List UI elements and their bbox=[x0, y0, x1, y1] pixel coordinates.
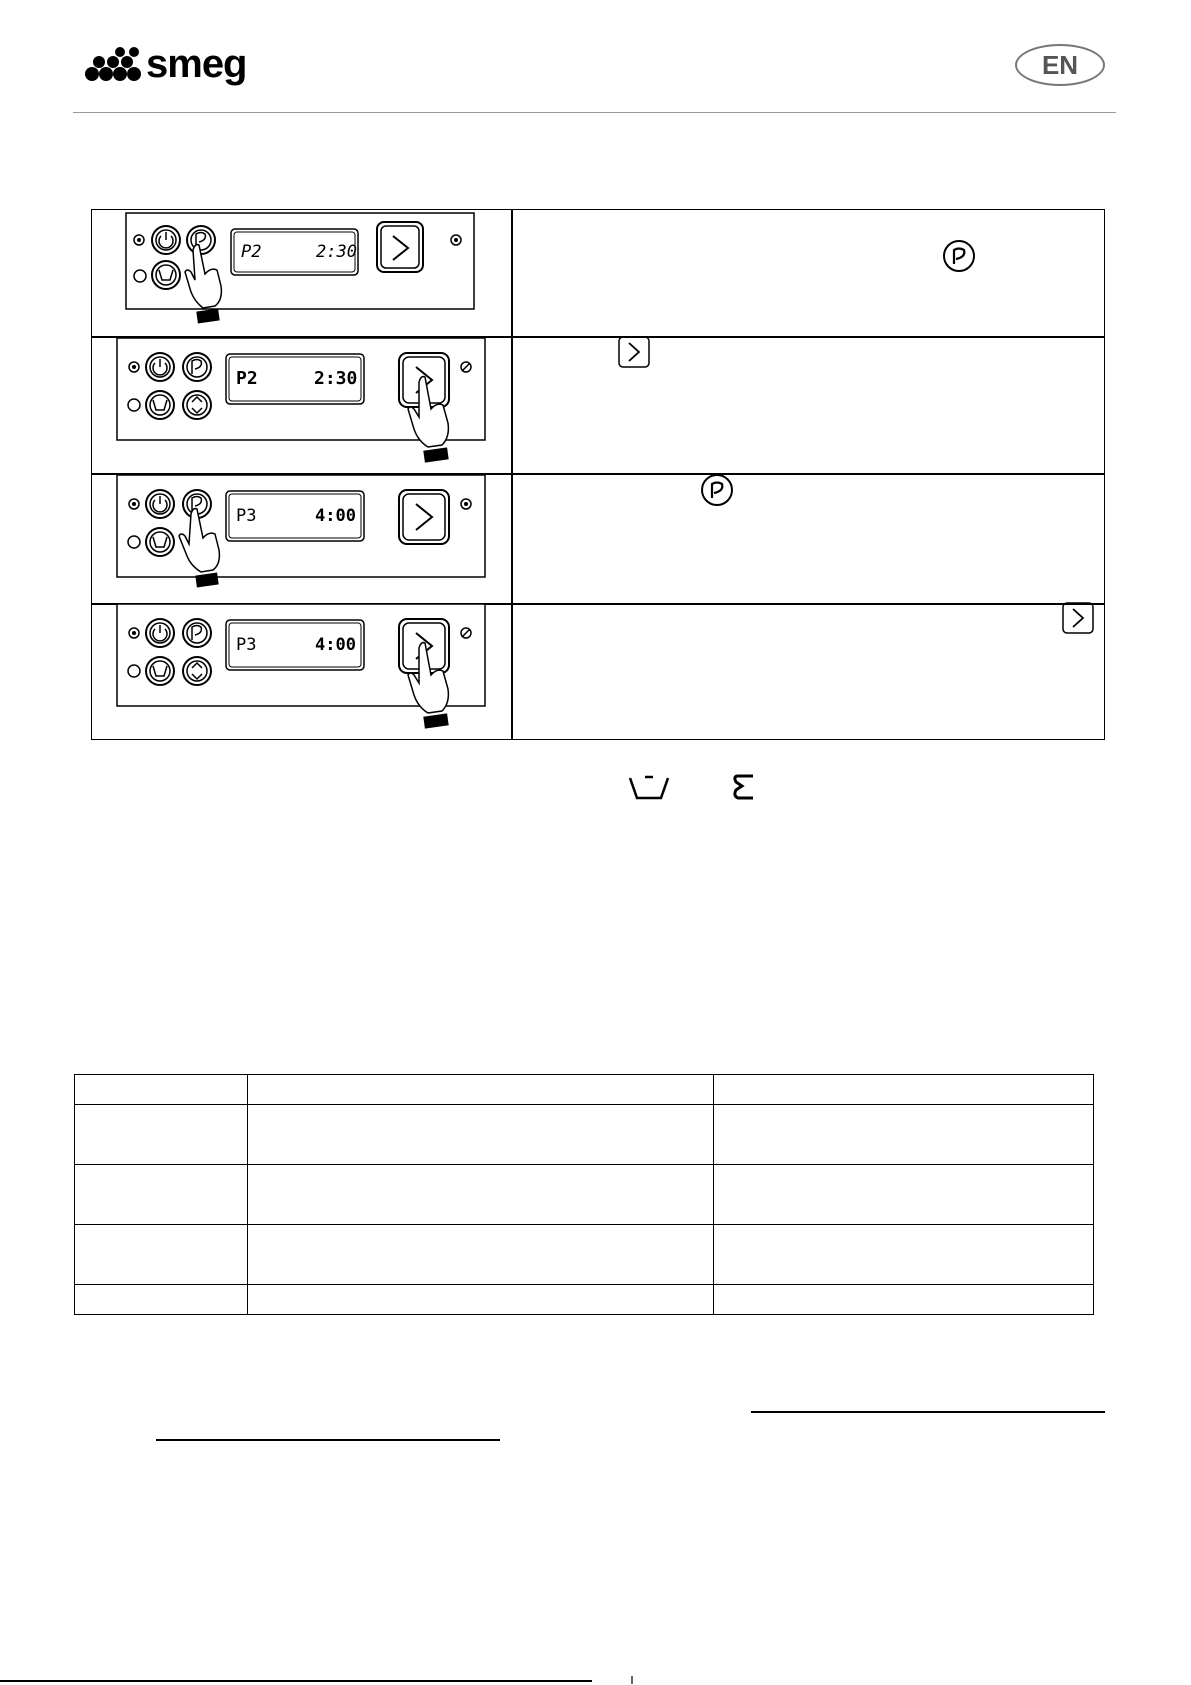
underline-mark bbox=[156, 1439, 500, 1441]
table-cell bbox=[75, 1105, 248, 1165]
display-time: 2:30 bbox=[316, 242, 357, 262]
program-p-icon bbox=[942, 239, 976, 273]
power-icon bbox=[146, 353, 174, 381]
wash-tub-icon bbox=[146, 657, 174, 685]
rinse-e-icon bbox=[730, 772, 758, 802]
display-program: P2 bbox=[236, 368, 258, 389]
display-time: 4:00 bbox=[315, 635, 356, 655]
smeg-logo bbox=[84, 44, 264, 88]
power-icon bbox=[146, 619, 174, 647]
language-badge: EN bbox=[1015, 44, 1105, 86]
up-down-arrows-icon bbox=[183, 657, 211, 685]
logo-dots-icon bbox=[84, 44, 146, 88]
header-divider bbox=[73, 112, 1116, 113]
table-cell bbox=[714, 1165, 1094, 1225]
control-panel-step-2 bbox=[116, 337, 488, 473]
table-row bbox=[75, 1165, 1094, 1225]
chevron-right-icon bbox=[1062, 602, 1094, 634]
program-p-icon bbox=[187, 226, 215, 254]
up-down-arrows-icon bbox=[183, 391, 211, 419]
program-p-icon bbox=[700, 473, 734, 507]
power-icon bbox=[152, 226, 180, 254]
start-chevron-button-icon bbox=[399, 490, 449, 544]
table-row bbox=[75, 1285, 1094, 1315]
table-row bbox=[75, 1105, 1094, 1165]
control-panel-step-4 bbox=[116, 603, 488, 739]
table-cell bbox=[714, 1285, 1094, 1315]
display-time: 2:30 bbox=[314, 368, 358, 389]
wash-tub-icon bbox=[146, 528, 174, 556]
underline-mark bbox=[751, 1411, 1105, 1413]
program-p-icon bbox=[183, 353, 211, 381]
power-icon bbox=[146, 490, 174, 518]
table-cell bbox=[247, 1285, 714, 1315]
steps-column-divider bbox=[511, 210, 513, 739]
footer-mark bbox=[628, 1676, 636, 1684]
table-cell bbox=[75, 1285, 248, 1315]
table-cell bbox=[75, 1165, 248, 1225]
display-program: P3 bbox=[236, 506, 257, 526]
table-row bbox=[75, 1225, 1094, 1285]
results-table bbox=[74, 1074, 1094, 1314]
table-cell bbox=[714, 1105, 1094, 1165]
display-time: 4:00 bbox=[315, 506, 356, 526]
brand-name: smeg bbox=[146, 42, 247, 86]
salt-bowl-icon bbox=[627, 772, 671, 802]
control-panel-step-3 bbox=[116, 474, 488, 600]
display-program: P3 bbox=[236, 635, 257, 655]
display-program: P2 bbox=[241, 242, 262, 262]
table-cell bbox=[75, 1225, 248, 1285]
chevron-right-icon bbox=[618, 336, 650, 368]
wash-tub-icon bbox=[146, 391, 174, 419]
program-p-icon bbox=[183, 619, 211, 647]
table-cell bbox=[247, 1165, 714, 1225]
table-cell bbox=[714, 1225, 1094, 1285]
wash-tub-icon bbox=[152, 261, 180, 289]
table-row bbox=[75, 1075, 1094, 1105]
table-cell bbox=[714, 1075, 1094, 1105]
table-cell bbox=[247, 1105, 714, 1165]
footer-divider bbox=[0, 1680, 592, 1682]
results-grid bbox=[74, 1074, 1094, 1315]
table-cell bbox=[247, 1075, 714, 1105]
start-chevron-button-icon bbox=[377, 222, 423, 272]
control-panel-step-1 bbox=[125, 212, 477, 336]
table-cell bbox=[75, 1075, 248, 1105]
table-cell bbox=[247, 1225, 714, 1285]
